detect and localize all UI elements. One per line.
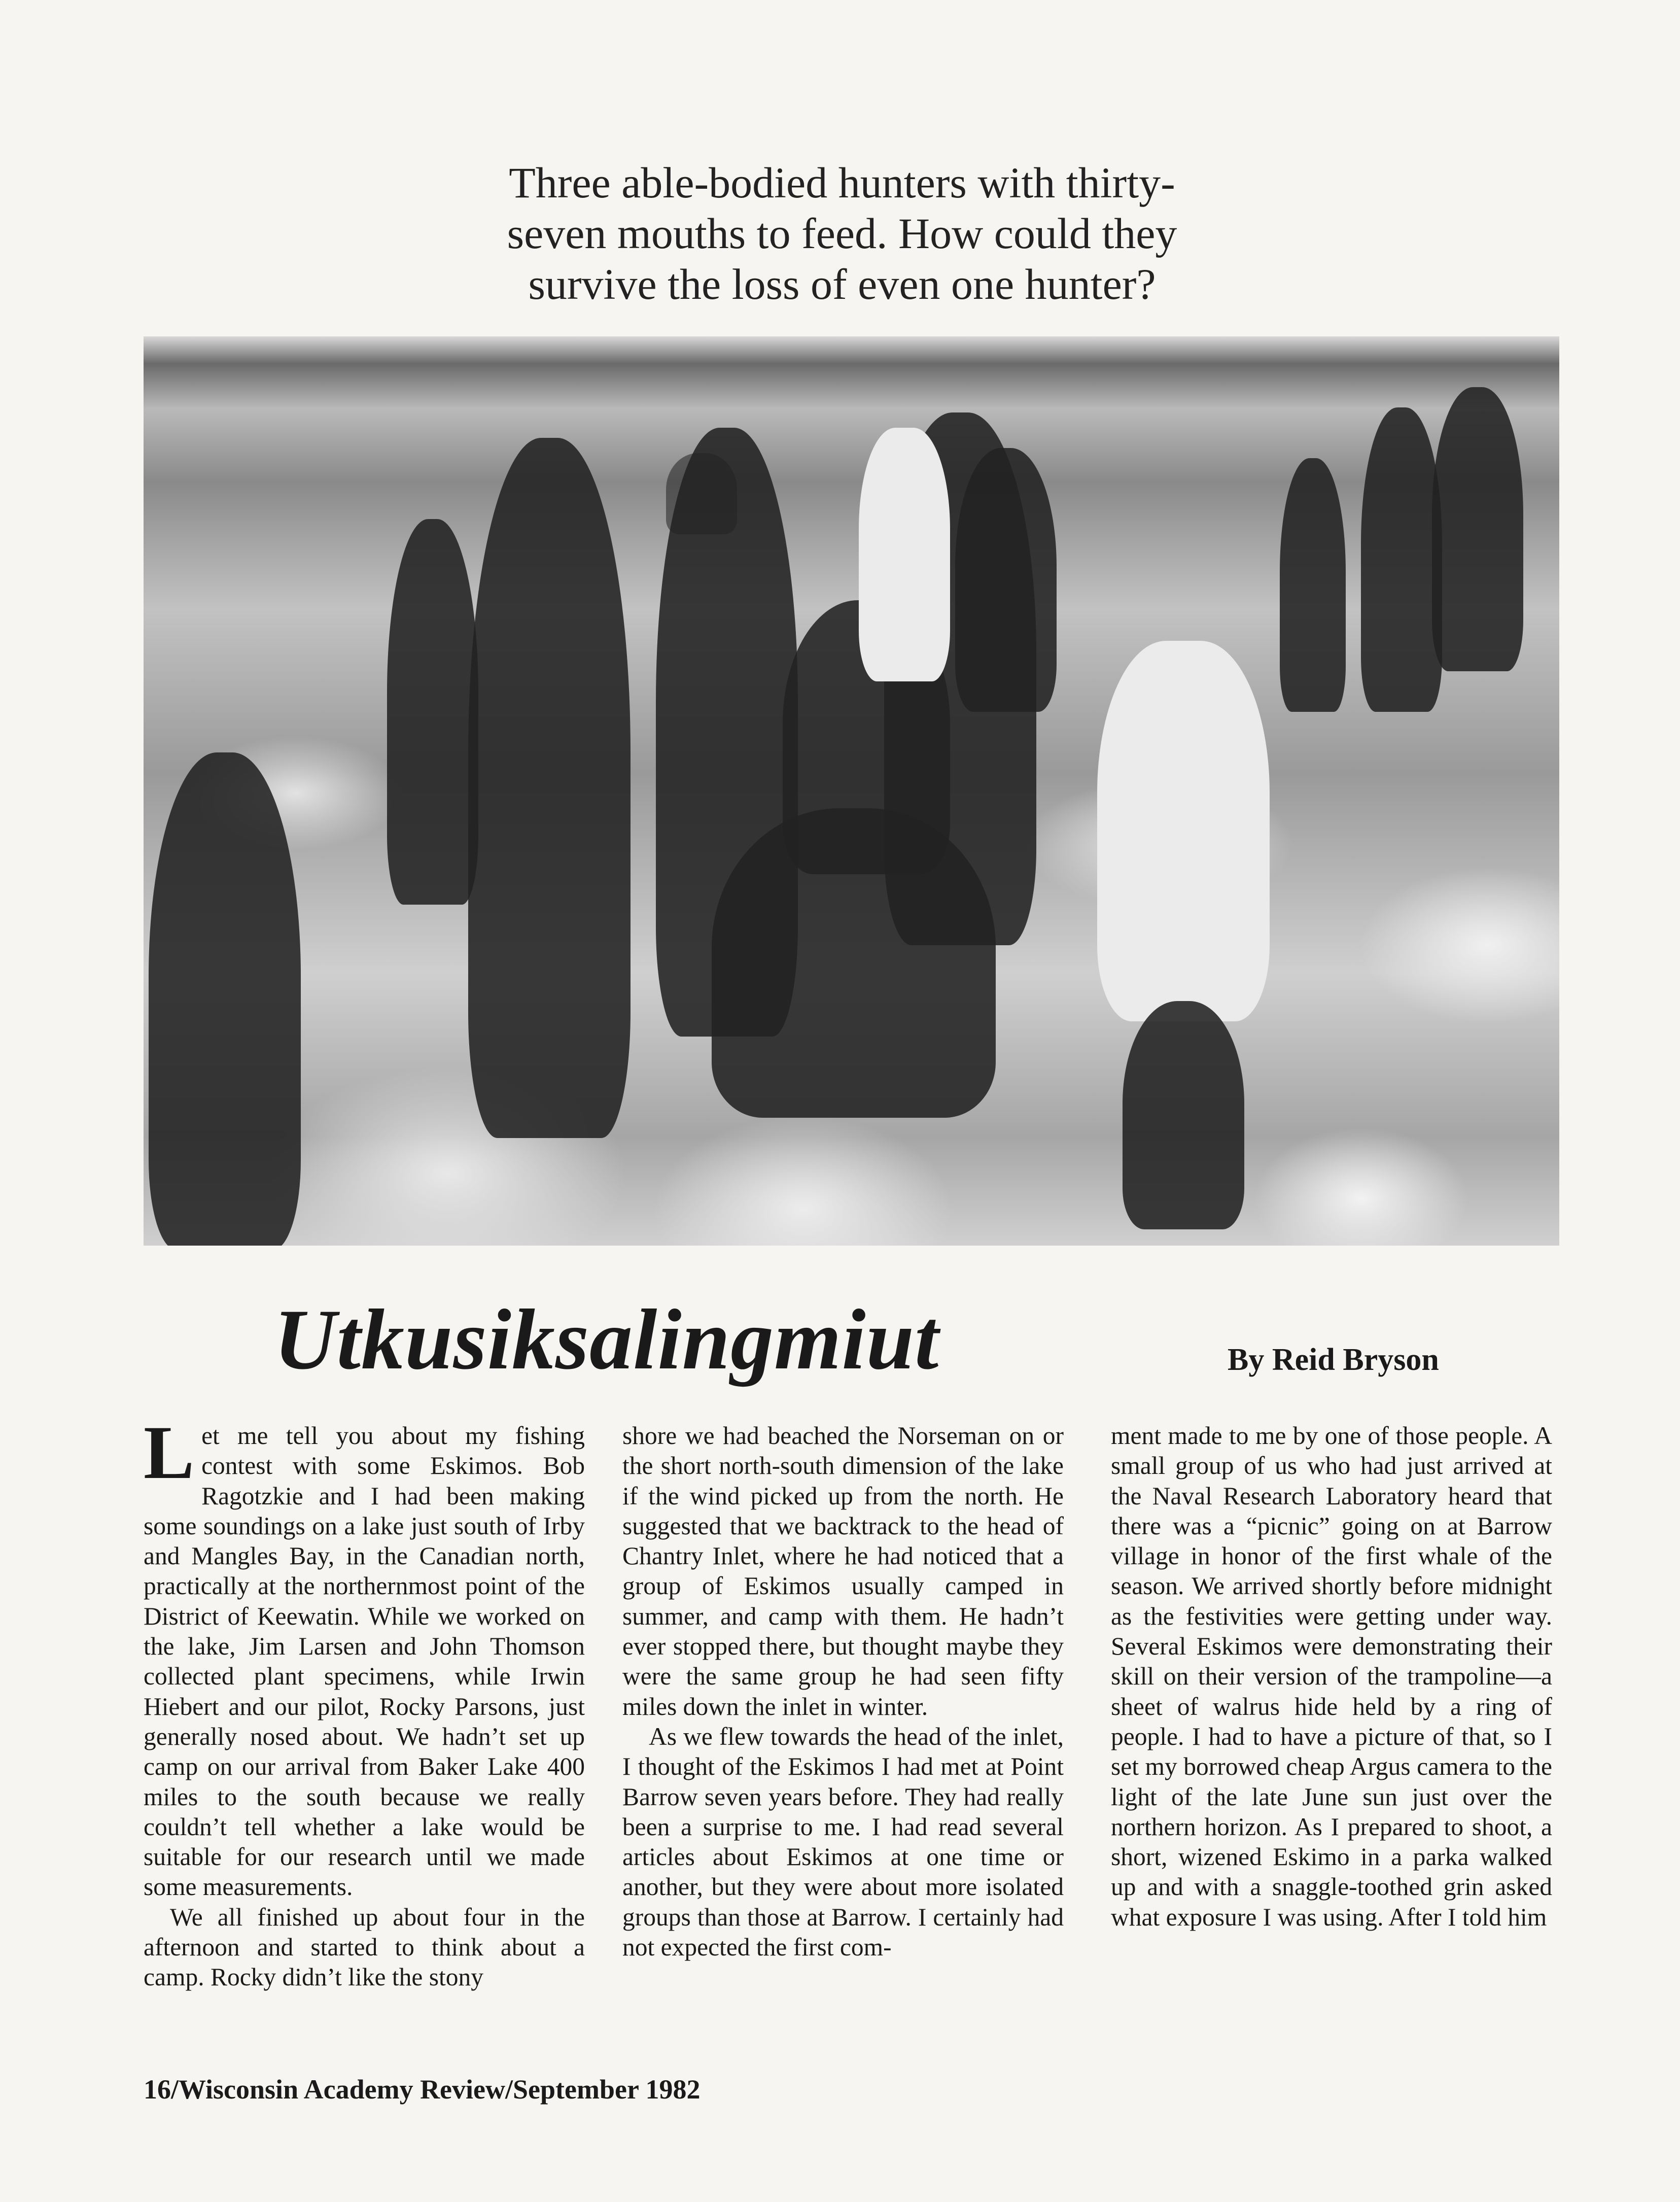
photo-figure [387, 519, 478, 905]
deck-line: survive the loss of even one hunter? [528, 260, 1156, 308]
photo-figure [955, 448, 1057, 712]
article-column-3 [1111, 1421, 1552, 1932]
article-paragraph: As we flew towards the head of the inlet, I thought of the Eskimos I had met at Point Barrow seven years before. They had really been a surprise to me. I had read several articles about Eskimos at one time or another, but they were about more isolated groups than those at Barrow. I certainly had not expected the first com- [622, 1722, 1064, 1962]
article-paragraph [144, 1410, 585, 1902]
headline: Utkusiksalingmiut [274, 1292, 939, 1387]
photo-figure [666, 453, 737, 534]
article-paragraph: We all finished up about four in the afternoon and started to think about a camp. Rocky didn’t like the stony [144, 1903, 585, 1991]
photo-eskimo-group [144, 336, 1559, 1246]
drop-cap: L [144, 1410, 195, 1495]
paragraph-text: et me tell you about my fishing contest with some Eskimos. Bob Ragotzkie and I had been making some soundings on a lake just south of Irby and Mangles Bay, in the Canadian north, practically at the northernmost point of the District of Keewatin. While we worked on the lake, Jim Larsen and John Thomson collected plant specimens, while Irwin Hiebert and our pilot, Rocky Parsons, just generally nosed about. We hadn’t set up camp on our arrival from Baker Lake 400 miles to the south because we really couldn’t tell whether a lake would be suitable for our research until we made some measurements. [144, 1422, 585, 1901]
deck-line: seven mouths to feed. How could they [507, 209, 1177, 258]
photo-figure [1361, 407, 1442, 712]
photo-parka-white [859, 428, 950, 681]
deck-line: Three able-bodied hunters with thirty- [509, 158, 1175, 207]
photo-figure [149, 752, 301, 1246]
article-column-2 [622, 1421, 1064, 1962]
byline: By Reid Bryson [1228, 1343, 1439, 1377]
photo-parka-white [1097, 641, 1270, 1021]
page-footer: 16/Wisconsin Academy Review/September 1982 [144, 2074, 701, 2105]
photo-figure [1123, 1001, 1244, 1229]
photo-figure [468, 438, 631, 1138]
deck [396, 157, 1288, 309]
photo-figure [1432, 387, 1523, 671]
photo-figure [1280, 458, 1346, 712]
article-paragraph: shore we had beached the Norseman on or the short north-south dimension of the lake if the wind picked up from the north. He suggested that we backtrack to the head of Chantry Inlet, where he had noticed that a group of Eskimos usually camped in summer, and camp with them. He hadn’t ever stopped there, but thought maybe they were the same group he had seen fifty miles down the inlet in winter. [622, 1422, 1064, 1721]
article-paragraph: ment made to me by one of those people. A small group of us who had just arrived at the Naval Research Laboratory heard that there was a “picnic” going on at Barrow village in honor of the first whale of the season. We arrived shortly before midnight as the festivities were getting under way. Several Eskimos were demonstrating their skill on their version of the trampoline—a sheet of walrus hide held by a ring of people. I had to have a picture of that, so I set my borrowed cheap Argus camera to the light of the late June sun just over the northern horizon. As I prepared to shoot, a short, wizened Eskimo in a parka walked up and with a snaggle-toothed grin asked what exposure I was using. After I told him [1111, 1422, 1552, 1931]
article-column-1 [144, 1410, 585, 1992]
photo-figure [712, 808, 996, 1118]
